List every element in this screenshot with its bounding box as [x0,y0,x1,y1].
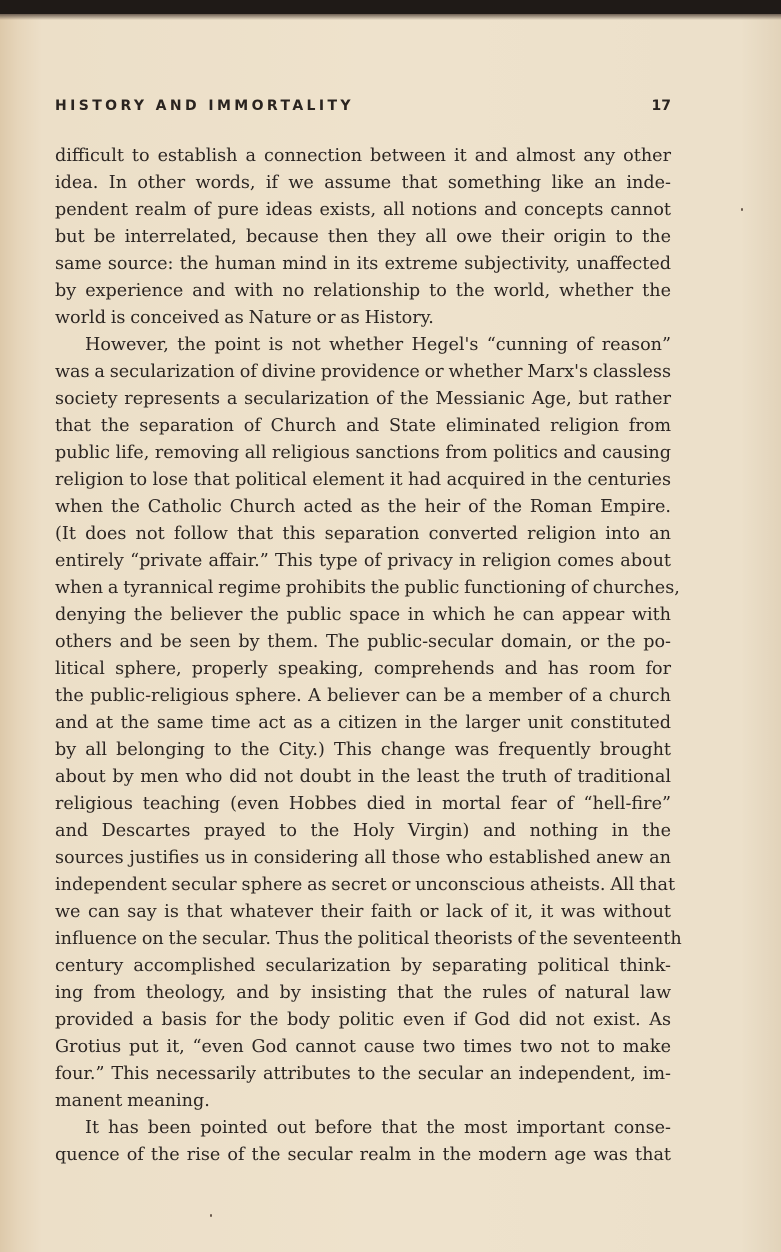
text-line: century accomplished secularization by separating political think- [55,956,671,976]
text-line: we can say is that whatever their faith or lack of it, it was without [55,902,671,922]
page-number: 17 [651,98,671,114]
running-head [55,98,671,118]
text-line: about by men who did not doubt in the least the truth of traditional [55,767,671,787]
text-line: four.” This necessarily attributes to the secular an independent, im- [55,1064,671,1084]
paper-speck [741,208,743,211]
paper-speck [210,1214,212,1217]
text-line: and at the same time act as a citizen in the larger unit constituted [55,713,671,733]
text-line: sources justifies us in considering all those who established anew an [55,848,671,868]
text-line: others and be seen by them. The public-secular domain, or the po- [55,632,671,652]
text-line: It has been pointed out before that the most important conse- [85,1118,671,1138]
text-line: the public-religious sphere. A believer can be a member of a church [55,686,671,706]
text-line: by all belonging to the City.) This change was frequently brought [55,740,671,760]
text-line: manent meaning. [55,1091,210,1111]
text-line: society represents a secularization of the Messianic Age, but rather [55,389,671,409]
text-line: when the Catholic Church acted as the heir of the Roman Empire. [55,497,671,517]
scan-top-edge-shadow [0,14,781,20]
body-text [55,143,682,1169]
text-line: was a secularization of divine providence or whether Marx's classless [55,362,671,382]
text-line: litical sphere, properly speaking, comprehends and has room for [55,659,671,679]
text-line: but be interrelated, because then they all owe their origin to the [55,227,671,247]
text-line: denying the believer the public space in which he can appear with [55,605,671,625]
text-line: quence of the rise of the secular realm in the modern age was that [55,1145,671,1165]
text-line: influence on the secular. Thus the political theorists of the seventeenth [55,929,682,949]
text-line: religious teaching (even Hobbes died in mortal fear of “hell-fire” [55,794,671,814]
text-line: when a tyrannical regime prohibits the public functioning of churches, [55,578,680,598]
text-line: Grotius put it, “even God cannot cause two times two not to make [55,1037,671,1057]
text-line: provided a basis for the body politic even if God did not exist. As [55,1010,671,1030]
running-title: HISTORY AND IMMORTALITY [55,98,354,114]
text-line: religion to lose that political element it had acquired in the centuries [55,470,671,490]
text-line: entirely “private affair.” This type of privacy in religion comes about [55,551,671,571]
text-line: same source: the human mind in its extreme subjectivity, unaffected [55,254,671,274]
text-line: pendent realm of pure ideas exists, all notions and concepts cannot [55,200,671,220]
text-line: idea. In other words, if we assume that something like an inde- [55,173,671,193]
text-line: that the separation of Church and State eliminated religion from [55,416,671,436]
text-line: difficult to establish a connection between it and almost any other [55,146,671,166]
text-line: (It does not follow that this separation converted religion into an [55,524,671,544]
text-line: by experience and with no relationship to the world, whether the [55,281,671,301]
text-line: independent secular sphere as secret or unconscious atheists. All that [55,875,676,895]
scan-top-edge [0,0,781,14]
text-line: public life, removing all religious sanctions from politics and causing [55,443,671,463]
text-line: world is conceived as Nature or as History. [55,308,434,328]
text-line: and Descartes prayed to the Holy Virgin) and nothing in the [55,821,671,841]
text-line: However, the point is not whether Hegel's “cunning of reason” [85,335,671,355]
text-line: ing from theology, and by insisting that the rules of natural law [55,983,671,1003]
